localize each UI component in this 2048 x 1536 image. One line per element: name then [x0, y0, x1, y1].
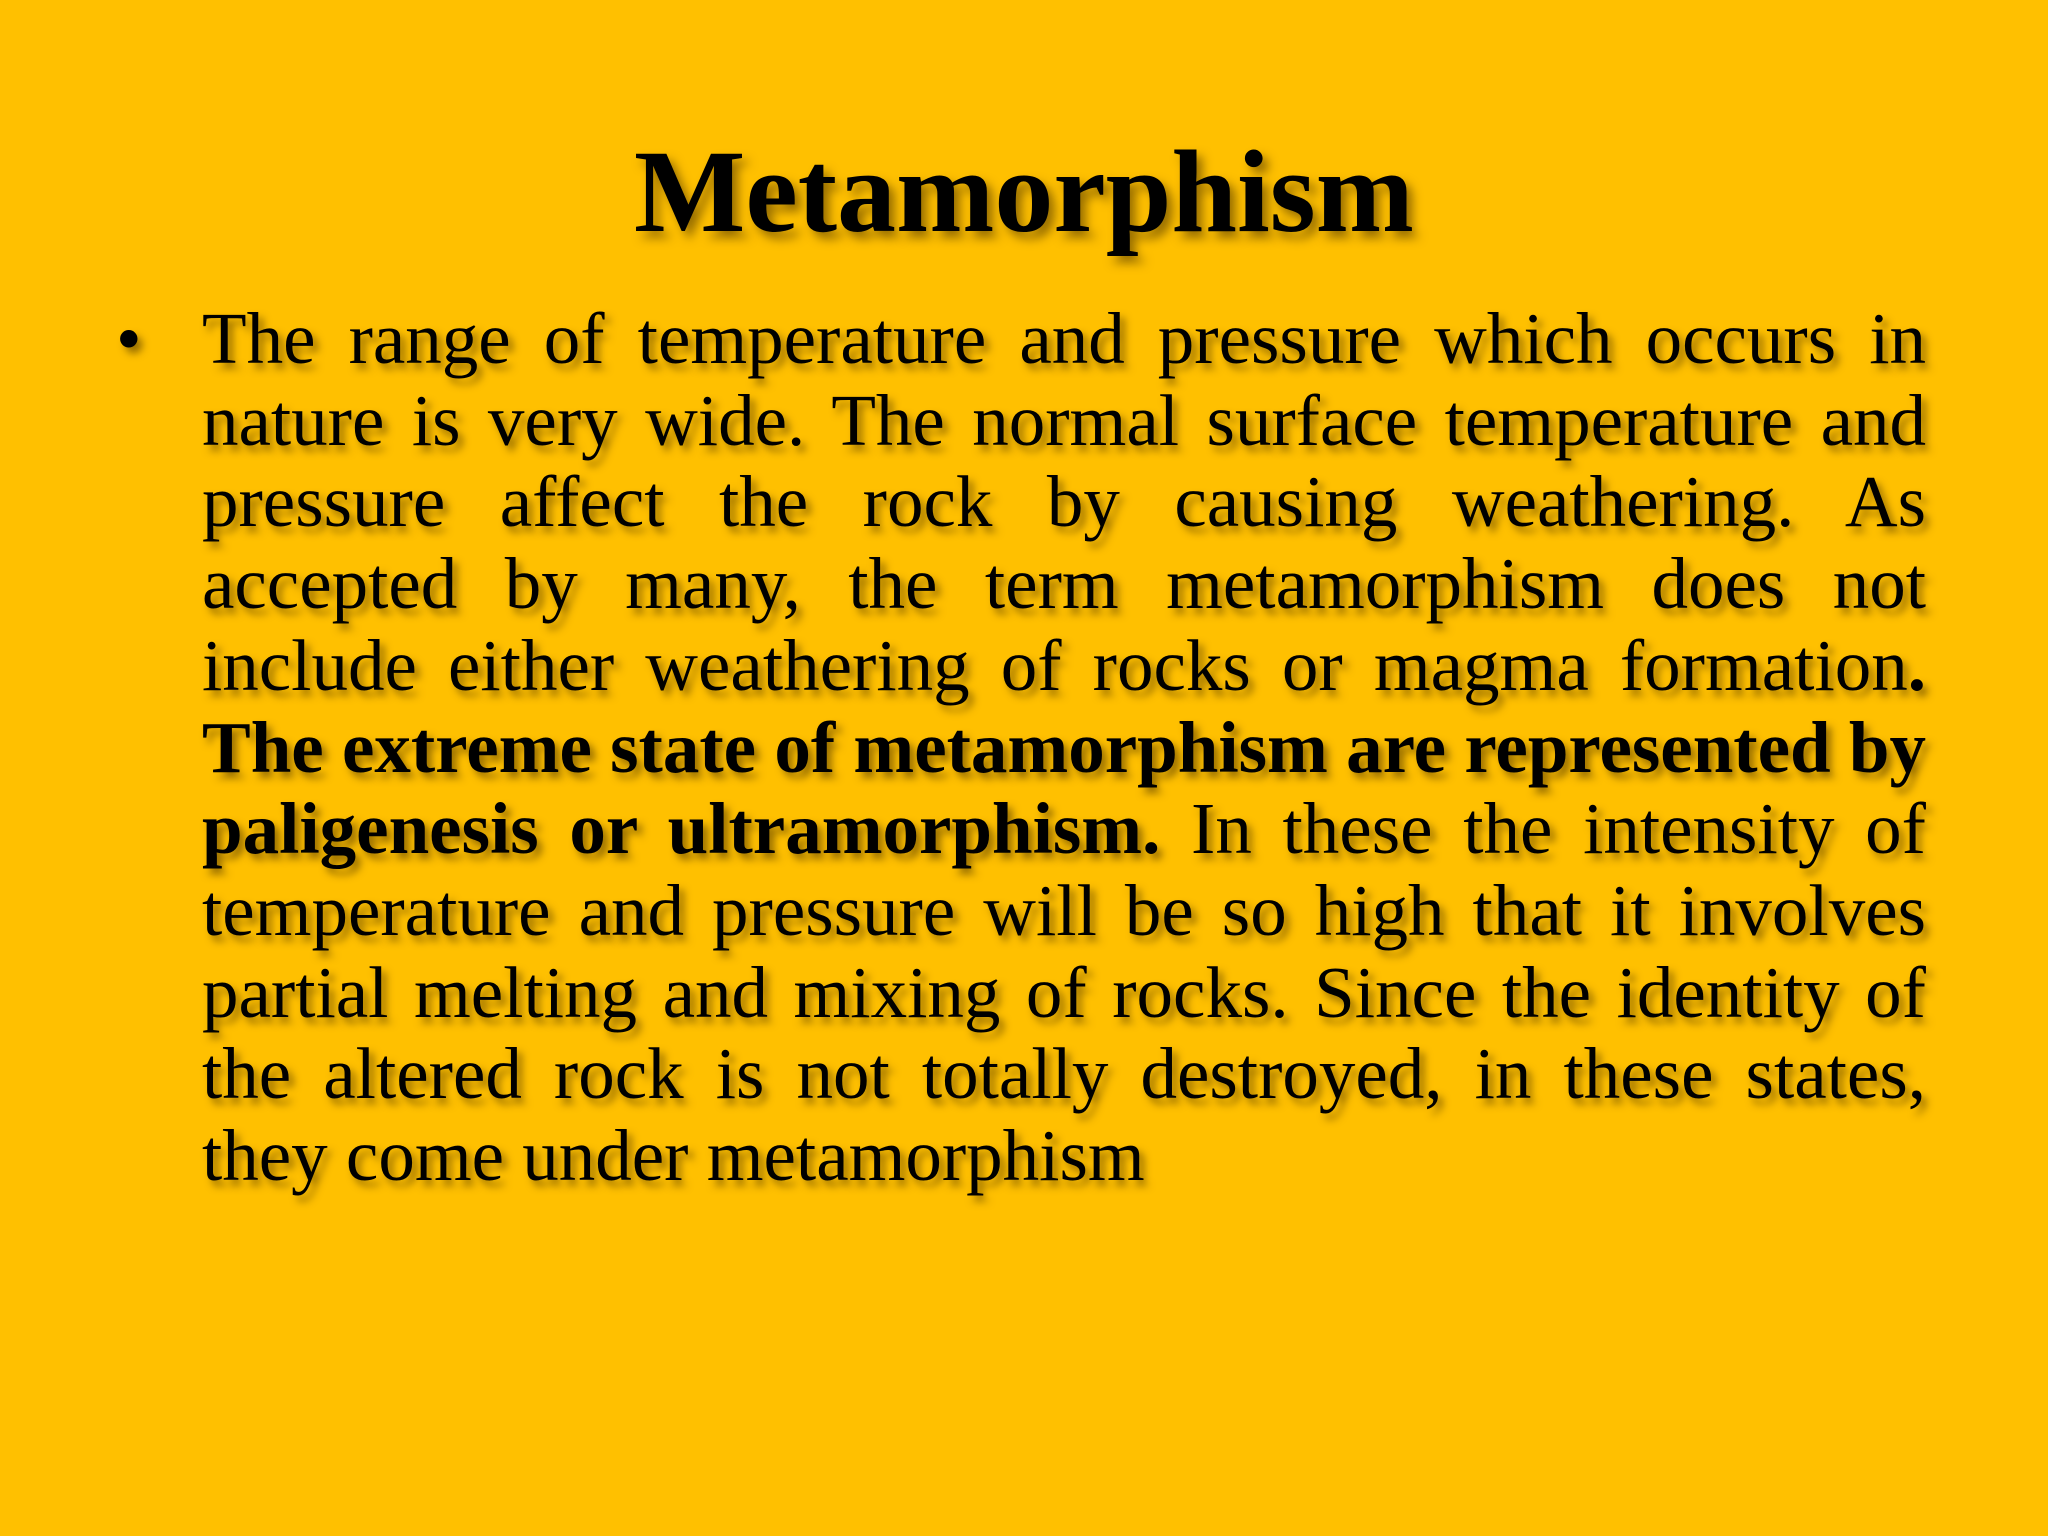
paragraph-text-intro: The range of temperature and pressure which occurs in nature is very wide. The normal surface temperature and pressure affect the rock by causing weathering. As accepted by many, the term metamorphism does not include either weathering of rocks or magma formation [202, 298, 1926, 706]
slide-title: Metamorphism [634, 126, 1414, 257]
paragraph-text-conclusion: In these the intensity of temperature and pressure will be so high that it involves partial melting and mixing of rocks. Since the identity of the altered rock is not totally destroyed, in these states, they come under metamorphism [202, 788, 1926, 1197]
bullet-item [116, 298, 1926, 1197]
paragraph-text-bold: . The extreme state of metamorphism are represented by paligenesis or ultramorphism. [202, 624, 1926, 870]
bullet-icon: • [116, 298, 142, 379]
bullet-list [116, 298, 1926, 1197]
